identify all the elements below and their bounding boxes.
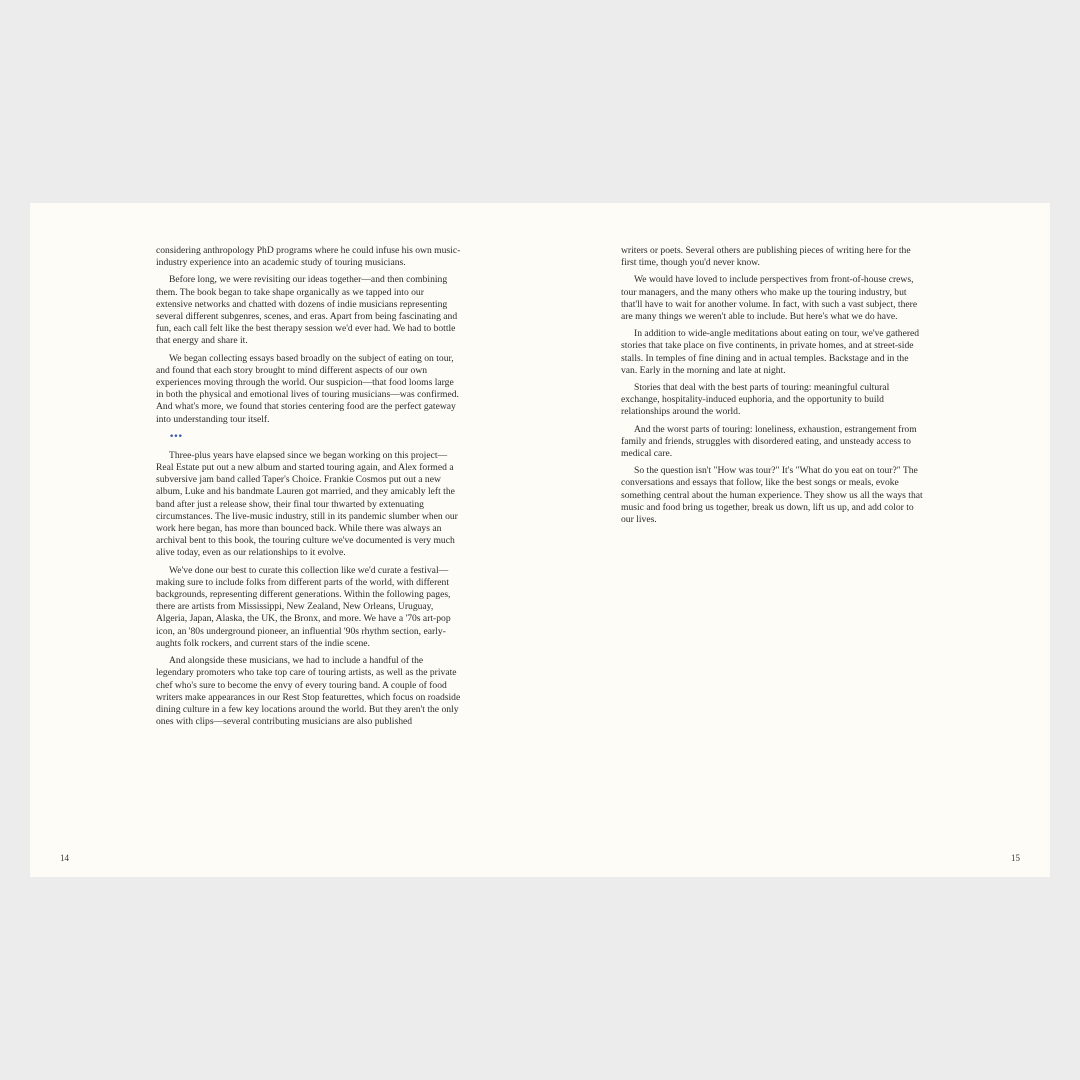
body-paragraph: considering anthropology PhD programs where he could infuse his own music-industry experience into an academic study of touring musicians. [156, 245, 461, 269]
book-spread [30, 203, 1050, 877]
left-text-column [156, 245, 462, 728]
body-paragraph: We've done our best to curate this collection like we'd curate a festival—making sure to include folks from different parts of the world, with different backgrounds, representing different generations. Within the following pages, there are artists from Mississippi, New Zealand, New Orleans, Uruguay, Algeria, Japan, Alaska, the UK, the Bronx, and more. We have a '70s art-pop icon, an '80s underground pioneer, an influential '90s rhythm section, early-aughts folk rockers, and current stars of the indie scene. [156, 564, 451, 649]
right-page [540, 203, 1050, 877]
body-paragraph: writers or poets. Several others are publishing pieces of writing here for the first time, though you'd never know. [621, 245, 911, 269]
section-break-ornament: ••• [169, 431, 182, 442]
body-paragraph: Stories that deal with the best parts of touring: meaningful cultural exchange, hospitality-induced euphoria, and the opportunity to build relationships around the world. [621, 382, 890, 418]
body-paragraph: In addition to wide-angle meditations about eating on tour, we've gathered stories that take place on five continents, in private homes, and at street-side stalls. In temples of fine dining and in actual temples. Backstage and in the van. Early in the morning and late at night. [621, 328, 920, 376]
body-paragraph: We began collecting essays based broadly on the subject of eating on tour, and found that each story brought to mind different aspects of our own experiences moving through the world. Our suspicion—that food looms large in both the physical and emotional lives of touring musicians—was confirmed. And what's more, we found that stories centering food are the perfect gateway into understanding tour itself. [156, 352, 459, 425]
body-paragraph: Three-plus years have elapsed since we began working on this project—Real Estate put out a new album and started touring again, and Alex formed a subversive jam band called Taper's Choice. Frankie Cosmos put out a new album, Luke and his bandmate Lauren got married, and they amicably left the band after just a release show, their final tour thwarted by extenuating circumstances. The live-music industry, still in its pandemic slumber when our work here began, has more than bounced back. While there was always an archival bent to this book, the touring culture we've documented is very much alive today, even as our relationships to it evolve. [156, 449, 458, 559]
body-paragraph: And the worst parts of touring: loneliness, exhaustion, estrangement from family and friends, struggles with disordered eating, and unsteady access to medical care. [621, 423, 917, 460]
body-paragraph: So the question isn't "How was tour?" It's "What do you eat on tour?" The conversations and essays that follow, like the best songs or meals, evoke something central about the human experience. They show us all the ways that music and food bring us together, break us down, lift us up, and add color to our lives. [621, 465, 923, 526]
right-text-column [621, 245, 925, 526]
page-number-right: 15 [1011, 853, 1020, 863]
body-paragraph: We would have loved to include perspectives from front-of-house crews, tour managers, and the many others who make up the touring industry, but that'll have to wait for another volume. In fact, with such a vast subject, there are many things we weren't able to include. But here's what we do have. [621, 274, 918, 323]
page-number-left: 14 [60, 853, 69, 863]
left-page [30, 203, 540, 877]
body-paragraph: And alongside these musicians, we had to include a handful of the legendary promoters who take top care of touring artists, as well as the private chef who's sure to become the envy of every touring band. A couple of food writers make appearances in our Rest Stop featurettes, which focus on roadside dining culture in a few key locations around the world. But they aren't the only ones with clips—several contributing musicians are also published [156, 655, 461, 728]
body-paragraph: Before long, we were revisiting our ideas together—and then combining them. The book began to take shape organically as we tapped into our extensive networks and chatted with dozens of indie musicians representing several different subgenres, scenes, and eras. Apart from being fascinating and fun, each call felt like the best therapy session we'd ever had. We had to bottle that energy and share it. [156, 274, 458, 347]
